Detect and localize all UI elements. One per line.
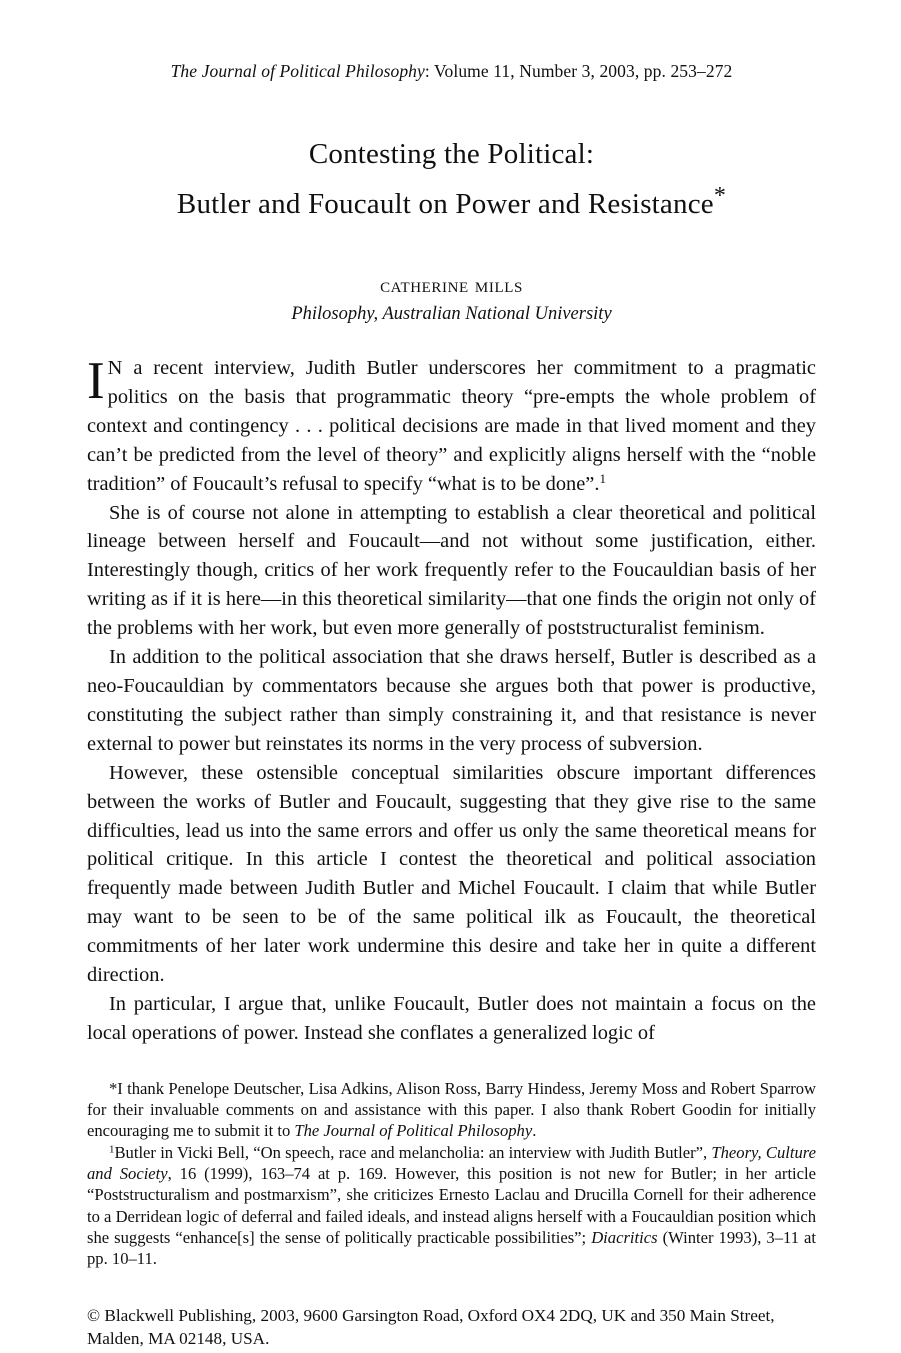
footnote-1-italic-title-1: Theory, Culture and Society — [87, 1142, 816, 1183]
footnote-reference-1[interactable]: 1 — [599, 470, 606, 486]
article-title-line-1: Contesting the Political: — [308, 137, 595, 170]
body-paragraph-4: However, these ostensible conceptual similarities obscure important differences between the works of Butler and Foucault, suggesting that they give rise to the same difficulties, lead us into the same errors and offer us only the same theoretical means for political critique. In this article I contest the theoretical and political association frequently made between Judith Butler and Michel Foucault. I claim that while Butler may want to be seen to be of the same political ilk as Foucault, the theoretical commitments of her later work undermine this desire and take her in quite a different direction. — [87, 761, 816, 987]
copyright-text: Blackwell Publishing, 2003, 9600 Garsington Road, Oxford OX4 2DQ, UK and 350 Main Street, Malden, MA 02148, USA. — [87, 1306, 775, 1348]
footnote-1-text-part-1: Butler in Vicki Bell, “On speech, race and melancholia: an interview with Judith Butler”, — [114, 1142, 712, 1162]
footnote-1-italic-title-2: Diacritics — [591, 1227, 658, 1247]
footnote-star-journal-title: The Journal of Political Philosophy — [294, 1121, 533, 1141]
footnote-1 — [87, 1142, 816, 1270]
body-paragraph-2: She is of course not alone in attempting to establish a clear theoretical and political lineage between herself and Foucault—and not without some justification, either. Interestingly though, critics of her work frequently refer to the Foucauldian basis of her writing as if it is here—in this theoretical similarity—that one finds the origin not only of the problems with her work, but even more generally of poststructuralist feminism. — [87, 501, 816, 640]
body-paragraph-5: In particular, I argue that, unlike Foucault, Butler does not maintain a focus on the local operations of power. Instead she conflates a generalized logic of — [87, 992, 816, 1044]
footnote-star-marker: * — [109, 1078, 118, 1098]
author-block — [87, 272, 816, 327]
page-content-column — [87, 0, 816, 1350]
footnote-acknowledgement — [87, 1078, 816, 1142]
footnote-star-text-2: . — [532, 1121, 537, 1141]
copyright-notice — [87, 1305, 816, 1350]
article-body — [87, 354, 816, 1048]
footnote-1-text-part-2: , 16 (1999), 163–74 at p. 169. However, this position is not new for Butler; in her article “Poststructuralism and postmarxism”, she criticizes Ernesto Laclau and Drucilla Cornell for their adherence to a Derridean logic of deferral and failed ideals, and instead aligns herself with a Foucauldian position which she suggests “enhance[s] the sense of politically practicable possibilities”; — [87, 1163, 817, 1247]
body-paragraph-3: In addition to the political association that she draws herself, Butler is described as a neo-Foucauldian by commentators because she argues both that power is productive, constituting the subject rather than simply constraining it, and that resistance is never external to power but reinstates its norms in the very process of subversion. — [87, 646, 816, 755]
footnotes-section — [87, 1078, 816, 1270]
title-footnote-marker: * — [713, 182, 727, 209]
page-title — [87, 130, 816, 230]
paragraph-1-text: a recent interview, Judith Butler underscores her commitment to a pragmatic politics on the basis that programmatic theory “pre-empts the whole problem of context and contingency . . . political decisions are made in that lived moment and they can’t be predicted from the level of theory” and explicitly aligns herself with the “noble tradition” of Foucault’s refusal to specify “what is to be done”. — [87, 357, 816, 495]
body-paragraph-1 — [87, 354, 816, 499]
journal-issue-info: : Volume 11, Number 3, 2003, pp. 253–272 — [424, 61, 733, 81]
footnote-star-text-1: I thank Penelope Deutscher, Lisa Adkins, Alison Ross, Barry Hindess, Jeremy Moss and Robert Sparrow for their invaluable comments on and assistance with this paper. I also thank Robert Goodin for initially encouraging me to submit it to — [87, 1078, 816, 1141]
copyright-symbol: © — [87, 1306, 101, 1326]
article-title-line-2: Butler and Foucault on Power and Resistance — [176, 187, 714, 220]
drop-cap: I — [87, 352, 105, 411]
running-head — [87, 60, 816, 83]
footnote-1-text-part-3: (Winter 1993), 3–11 at pp. 10–11. — [87, 1227, 817, 1269]
journal-title: The Journal of Political Philosophy — [170, 61, 425, 81]
author-name: catherine mills — [380, 271, 523, 297]
paragraph-1-lead-letter: N — [107, 357, 123, 380]
article-title-line-2-wrapper — [87, 180, 816, 230]
author-affiliation: Philosophy, Australian National University — [291, 303, 612, 324]
footnote-1-marker: 1 — [109, 1143, 115, 1156]
